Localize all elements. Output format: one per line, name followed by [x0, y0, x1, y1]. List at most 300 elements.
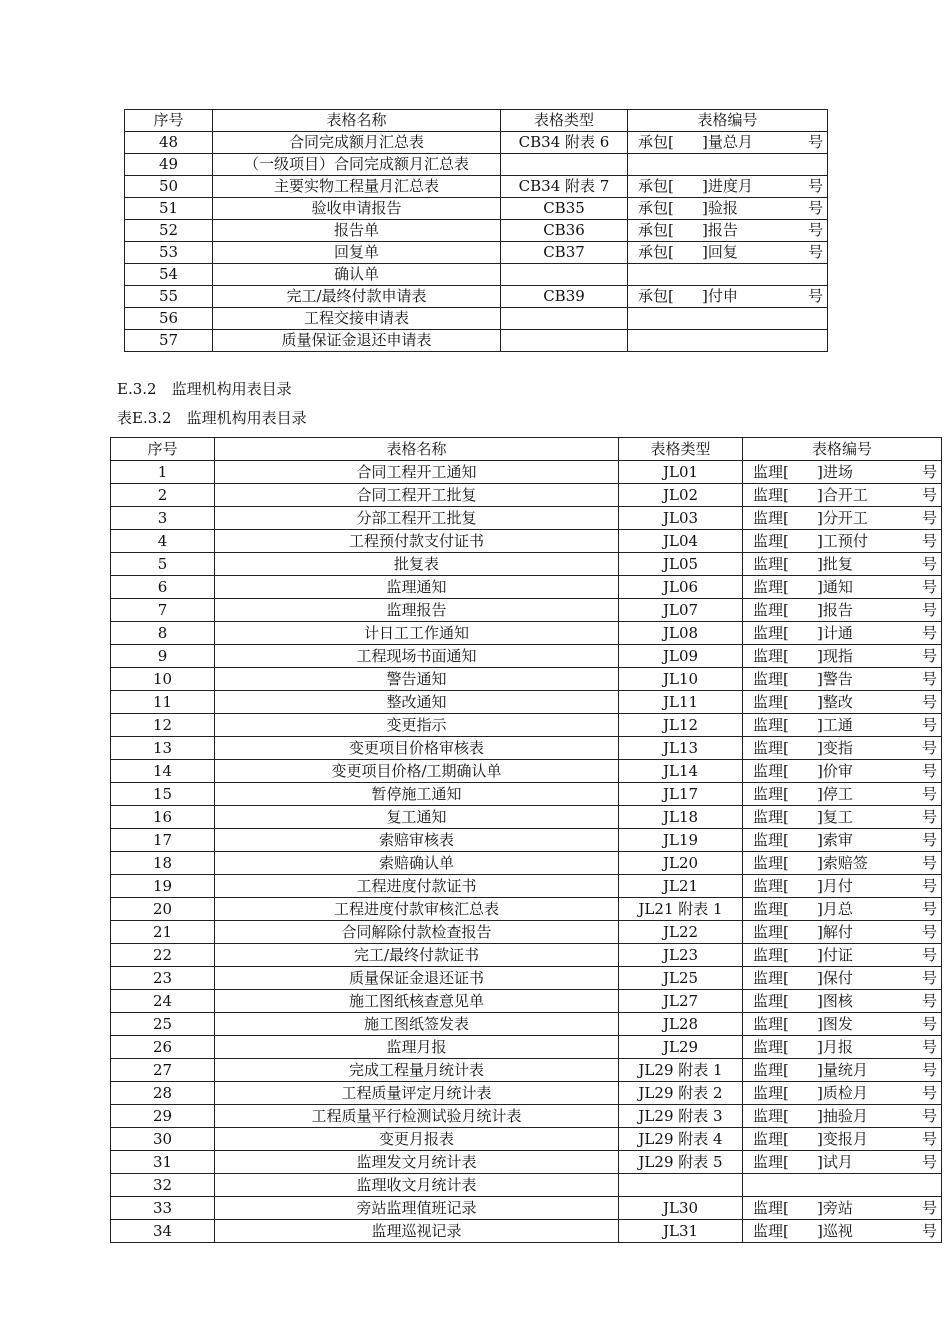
table-row — [111, 530, 942, 553]
table-row — [111, 1059, 942, 1082]
form-name: 确认单 — [213, 264, 501, 286]
row-number: 13 — [111, 737, 215, 760]
row-number: 54 — [125, 264, 213, 286]
row-number: 15 — [111, 783, 215, 806]
form-code-suffix: 号 — [921, 1199, 937, 1217]
form-code-name: ]复工 — [817, 808, 853, 826]
form-code — [628, 220, 828, 242]
table-row — [111, 898, 942, 921]
table-row — [125, 198, 828, 220]
form-code — [628, 198, 828, 220]
form-code-prefix: 监理[ — [753, 693, 789, 711]
form-name: 监理通知 — [215, 576, 619, 599]
row-number: 52 — [125, 220, 213, 242]
row-number: 24 — [111, 990, 215, 1013]
form-code-name: ]现指 — [817, 647, 853, 665]
form-code-prefix: 监理[ — [753, 969, 789, 987]
form-code-name: ]分开工 — [817, 509, 868, 527]
form-code — [743, 484, 942, 507]
form-type: JL29 附表 5 — [619, 1151, 743, 1174]
form-code-suffix: 号 — [921, 624, 937, 642]
form-type: JL07 — [619, 599, 743, 622]
form-code-suffix: 号 — [921, 831, 937, 849]
form-name: 工程交接申请表 — [213, 308, 501, 330]
form-name: 监理巡视记录 — [215, 1220, 619, 1243]
form-code-suffix: 号 — [921, 1084, 937, 1102]
row-number: 56 — [125, 308, 213, 330]
form-name: 旁站监理值班记录 — [215, 1197, 619, 1220]
form-name: 合同工程开工批复 — [215, 484, 619, 507]
form-name: 变更项目价格审核表 — [215, 737, 619, 760]
form-code — [743, 1013, 942, 1036]
form-code-suffix: 号 — [921, 532, 937, 550]
form-code-prefix: 承包[ — [638, 221, 674, 239]
form-type: JL20 — [619, 852, 743, 875]
row-number: 29 — [111, 1105, 215, 1128]
form-code-suffix: 号 — [921, 877, 937, 895]
form-code — [743, 967, 942, 990]
header-code: 表格编号 — [743, 438, 942, 461]
form-type — [501, 154, 628, 176]
table-row — [125, 132, 828, 154]
form-code-prefix: 监理[ — [753, 532, 789, 550]
form-code-prefix: 监理[ — [753, 555, 789, 573]
form-code — [743, 530, 942, 553]
form-code-name: ]整改 — [817, 693, 853, 711]
form-code-name: ]付申 — [702, 287, 738, 305]
row-number: 8 — [111, 622, 215, 645]
form-type: JL25 — [619, 967, 743, 990]
form-code-name: ]变指 — [817, 739, 853, 757]
form-code — [628, 286, 828, 308]
table-row — [111, 760, 942, 783]
row-number: 26 — [111, 1036, 215, 1059]
form-name: 工程进度付款审核汇总表 — [215, 898, 619, 921]
form-type: JL14 — [619, 760, 743, 783]
form-name: （一级项目）合同完成额月汇总表 — [213, 154, 501, 176]
form-type: CB37 — [501, 242, 628, 264]
form-code — [628, 264, 828, 286]
table-row — [111, 852, 942, 875]
form-code-prefix: 监理[ — [753, 762, 789, 780]
form-code-name: ]通知 — [817, 578, 853, 596]
row-number: 57 — [125, 330, 213, 352]
table-row — [111, 967, 942, 990]
header-no: 序号 — [111, 438, 215, 461]
table-row — [125, 264, 828, 286]
form-type: JL18 — [619, 806, 743, 829]
form-code-name: ]回复 — [702, 243, 738, 261]
table-row — [125, 154, 828, 176]
form-code — [743, 461, 942, 484]
form-name: 完工/最终付款申请表 — [213, 286, 501, 308]
form-code-name: ]停工 — [817, 785, 853, 803]
table-row — [125, 242, 828, 264]
form-code-name: ]图核 — [817, 992, 853, 1010]
form-code-name: ]旁站 — [817, 1199, 853, 1217]
row-number: 18 — [111, 852, 215, 875]
form-type: JL23 — [619, 944, 743, 967]
row-number: 2 — [111, 484, 215, 507]
form-code-prefix: 承包[ — [638, 243, 674, 261]
form-code-name: ]付证 — [817, 946, 853, 964]
form-name: 验收申请报告 — [213, 198, 501, 220]
form-type: JL29 附表 3 — [619, 1105, 743, 1128]
form-type: JL13 — [619, 737, 743, 760]
form-code — [743, 1197, 942, 1220]
form-code — [743, 645, 942, 668]
form-name: 完成工程量月统计表 — [215, 1059, 619, 1082]
form-type: JL28 — [619, 1013, 743, 1036]
form-code — [743, 944, 942, 967]
form-type: JL02 — [619, 484, 743, 507]
form-code — [743, 852, 942, 875]
form-code-prefix: 监理[ — [753, 1222, 789, 1240]
table-row — [111, 1151, 942, 1174]
form-type: JL29 附表 1 — [619, 1059, 743, 1082]
table-row — [111, 1220, 942, 1243]
form-type: JL06 — [619, 576, 743, 599]
form-name: 合同工程开工通知 — [215, 461, 619, 484]
row-number: 5 — [111, 553, 215, 576]
form-code-prefix: 监理[ — [753, 486, 789, 504]
form-type: JL05 — [619, 553, 743, 576]
form-name: 监理月报 — [215, 1036, 619, 1059]
form-code — [743, 1174, 942, 1197]
table-row — [111, 576, 942, 599]
form-code-name: ]索审 — [817, 831, 853, 849]
form-type: JL30 — [619, 1197, 743, 1220]
row-number: 6 — [111, 576, 215, 599]
form-code-suffix: 号 — [921, 670, 937, 688]
form-code-prefix: 监理[ — [753, 854, 789, 872]
form-code-prefix: 监理[ — [753, 1084, 789, 1102]
form-code — [628, 242, 828, 264]
form-name: 质量保证金退还证书 — [215, 967, 619, 990]
form-code-prefix: 监理[ — [753, 808, 789, 826]
form-code-prefix: 承包[ — [638, 177, 674, 195]
form-code-suffix: 号 — [921, 1015, 937, 1033]
form-type: JL09 — [619, 645, 743, 668]
form-code-name: ]进度月 — [702, 177, 753, 195]
form-code-name: ]工预付 — [817, 532, 868, 550]
form-name: 工程进度付款证书 — [215, 875, 619, 898]
form-type — [501, 264, 628, 286]
form-code-name: ]量统月 — [817, 1061, 868, 1079]
table-row — [125, 220, 828, 242]
table-row — [125, 330, 828, 352]
form-code — [628, 330, 828, 352]
form-code-prefix: 监理[ — [753, 1038, 789, 1056]
form-code-suffix: 号 — [921, 486, 937, 504]
form-code — [743, 1128, 942, 1151]
table-row — [111, 1105, 942, 1128]
form-code-prefix: 监理[ — [753, 1107, 789, 1125]
form-name: 回复单 — [213, 242, 501, 264]
supervisor-forms-table-body — [111, 438, 942, 1243]
table-row — [111, 507, 942, 530]
form-code-prefix: 承包[ — [638, 287, 674, 305]
form-code-suffix: 号 — [921, 1153, 937, 1171]
table-row — [111, 599, 942, 622]
form-code-prefix: 监理[ — [753, 1015, 789, 1033]
form-code-name: ]抽验月 — [817, 1107, 868, 1125]
table-row — [125, 286, 828, 308]
form-code-prefix: 监理[ — [753, 1061, 789, 1079]
form-code-name: ]量总月 — [702, 133, 753, 151]
form-type: JL17 — [619, 783, 743, 806]
form-code-prefix: 监理[ — [753, 509, 789, 527]
form-name: 施工图纸签发表 — [215, 1013, 619, 1036]
row-number: 34 — [111, 1220, 215, 1243]
table-row — [111, 737, 942, 760]
form-name: 变更项目价格/工期确认单 — [215, 760, 619, 783]
form-code-prefix: 承包[ — [638, 133, 674, 151]
form-code-prefix: 监理[ — [753, 670, 789, 688]
row-number: 20 — [111, 898, 215, 921]
form-code-prefix: 监理[ — [753, 463, 789, 481]
table-row — [111, 1036, 942, 1059]
form-type: JL22 — [619, 921, 743, 944]
row-number: 22 — [111, 944, 215, 967]
row-number: 32 — [111, 1174, 215, 1197]
table-row — [111, 829, 942, 852]
form-code-prefix: 监理[ — [753, 946, 789, 964]
form-code — [628, 132, 828, 154]
form-code-prefix: 监理[ — [753, 992, 789, 1010]
table-row — [111, 668, 942, 691]
form-code-prefix: 监理[ — [753, 785, 789, 803]
row-number: 53 — [125, 242, 213, 264]
form-type: JL31 — [619, 1220, 743, 1243]
form-code-name: ]报告 — [817, 601, 853, 619]
form-code — [743, 599, 942, 622]
form-type: JL29 — [619, 1036, 743, 1059]
form-code-suffix: 号 — [921, 992, 937, 1010]
form-code — [743, 829, 942, 852]
form-code-suffix: 号 — [921, 1222, 937, 1240]
form-type: CB36 — [501, 220, 628, 242]
form-type: JL12 — [619, 714, 743, 737]
form-code — [743, 1151, 942, 1174]
form-name: 警告通知 — [215, 668, 619, 691]
table-row — [111, 461, 942, 484]
form-code-suffix: 号 — [921, 946, 937, 964]
form-type: JL11 — [619, 691, 743, 714]
header-code: 表格编号 — [628, 110, 828, 132]
table-row — [111, 691, 942, 714]
form-code-suffix: 号 — [807, 177, 823, 195]
table-row — [111, 944, 942, 967]
form-type: JL29 附表 2 — [619, 1082, 743, 1105]
section-heading: E.3.2 监理机构用表目录 — [117, 380, 292, 398]
form-name: 暂停施工通知 — [215, 783, 619, 806]
form-name: 工程质量平行检测试验月统计表 — [215, 1105, 619, 1128]
form-code-prefix: 监理[ — [753, 716, 789, 734]
table-row — [111, 1174, 942, 1197]
row-number: 14 — [111, 760, 215, 783]
row-number: 30 — [111, 1128, 215, 1151]
form-code-suffix: 号 — [921, 808, 937, 826]
form-code-suffix: 号 — [807, 287, 823, 305]
form-type — [501, 308, 628, 330]
form-code-name: ]解付 — [817, 923, 853, 941]
form-code-name: ]进场 — [817, 463, 853, 481]
form-code — [743, 622, 942, 645]
form-name: 完工/最终付款证书 — [215, 944, 619, 967]
table-row — [125, 176, 828, 198]
form-code — [743, 1105, 942, 1128]
form-type: CB35 — [501, 198, 628, 220]
form-type: JL21 附表 1 — [619, 898, 743, 921]
form-code-suffix: 号 — [921, 785, 937, 803]
form-code — [743, 898, 942, 921]
form-name: 变更指示 — [215, 714, 619, 737]
form-code-name: ]索赔签 — [817, 854, 868, 872]
form-code — [743, 783, 942, 806]
form-code-suffix: 号 — [921, 1130, 937, 1148]
form-code — [743, 1082, 942, 1105]
form-code-prefix: 监理[ — [753, 578, 789, 596]
table-row — [111, 990, 942, 1013]
table-row — [111, 553, 942, 576]
row-number: 50 — [125, 176, 213, 198]
form-code-suffix: 号 — [807, 243, 823, 261]
form-code — [743, 921, 942, 944]
table-row — [111, 1082, 942, 1105]
form-code — [628, 308, 828, 330]
form-code-prefix: 承包[ — [638, 199, 674, 217]
row-number: 51 — [125, 198, 213, 220]
header-no: 序号 — [125, 110, 213, 132]
form-name: 合同解除付款检查报告 — [215, 921, 619, 944]
form-code-suffix: 号 — [921, 739, 937, 757]
form-code — [628, 154, 828, 176]
form-code-name: ]价审 — [817, 762, 853, 780]
table-row — [111, 1013, 942, 1036]
form-code-name: ]图发 — [817, 1015, 853, 1033]
table-row — [111, 875, 942, 898]
row-number: 28 — [111, 1082, 215, 1105]
table-header-row — [111, 438, 942, 461]
form-code-prefix: 监理[ — [753, 900, 789, 918]
form-name: 合同完成额月汇总表 — [213, 132, 501, 154]
form-code-prefix: 监理[ — [753, 831, 789, 849]
header-type: 表格类型 — [619, 438, 743, 461]
table-row — [111, 1128, 942, 1151]
form-code-suffix: 号 — [921, 969, 937, 987]
form-code — [743, 737, 942, 760]
form-name: 索赔确认单 — [215, 852, 619, 875]
row-number: 31 — [111, 1151, 215, 1174]
table-row — [125, 308, 828, 330]
form-code-suffix: 号 — [921, 762, 937, 780]
form-code — [743, 1220, 942, 1243]
form-code — [743, 990, 942, 1013]
form-code — [743, 875, 942, 898]
form-code-suffix: 号 — [921, 693, 937, 711]
row-number: 49 — [125, 154, 213, 176]
form-code-suffix: 号 — [921, 647, 937, 665]
row-number: 17 — [111, 829, 215, 852]
form-code — [743, 668, 942, 691]
form-code — [743, 714, 942, 737]
form-code-name: ]巡视 — [817, 1222, 853, 1240]
contractor-forms-table — [124, 109, 828, 352]
form-name: 工程质量评定月统计表 — [215, 1082, 619, 1105]
header-type: 表格类型 — [501, 110, 628, 132]
form-name: 质量保证金退还申请表 — [213, 330, 501, 352]
form-code-prefix: 监理[ — [753, 647, 789, 665]
form-name: 工程现场书面通知 — [215, 645, 619, 668]
form-type: CB34 附表 6 — [501, 132, 628, 154]
form-code-suffix: 号 — [921, 716, 937, 734]
form-code — [743, 691, 942, 714]
form-name: 主要实物工程量月汇总表 — [213, 176, 501, 198]
form-name: 计日工工作通知 — [215, 622, 619, 645]
row-number: 19 — [111, 875, 215, 898]
form-code-suffix: 号 — [807, 133, 823, 151]
row-number: 1 — [111, 461, 215, 484]
row-number: 48 — [125, 132, 213, 154]
form-code-suffix: 号 — [921, 1061, 937, 1079]
form-type: CB34 附表 7 — [501, 176, 628, 198]
supervisor-forms-table — [110, 437, 942, 1243]
table-row — [111, 783, 942, 806]
form-type: CB39 — [501, 286, 628, 308]
form-code-suffix: 号 — [921, 555, 937, 573]
form-code-name: ]工通 — [817, 716, 853, 734]
form-code-suffix: 号 — [921, 1038, 937, 1056]
row-number: 23 — [111, 967, 215, 990]
row-number: 10 — [111, 668, 215, 691]
form-name: 整改通知 — [215, 691, 619, 714]
row-number: 21 — [111, 921, 215, 944]
form-code-prefix: 监理[ — [753, 601, 789, 619]
form-type: JL10 — [619, 668, 743, 691]
header-name: 表格名称 — [213, 110, 501, 132]
form-name: 监理收文月统计表 — [215, 1174, 619, 1197]
form-code — [743, 553, 942, 576]
table-row — [111, 714, 942, 737]
form-type — [501, 330, 628, 352]
form-code-name: ]报告 — [702, 221, 738, 239]
table-caption: 表E.3.2 监理机构用表目录 — [117, 409, 307, 427]
form-code-suffix: 号 — [807, 199, 823, 217]
form-code — [743, 806, 942, 829]
form-code — [743, 760, 942, 783]
form-code-prefix: 监理[ — [753, 739, 789, 757]
table-row — [111, 1197, 942, 1220]
form-code-name: ]批复 — [817, 555, 853, 573]
form-code-suffix: 号 — [921, 463, 937, 481]
form-code-suffix: 号 — [807, 221, 823, 239]
form-name: 工程预付款支付证书 — [215, 530, 619, 553]
row-number: 9 — [111, 645, 215, 668]
form-name: 监理发文月统计表 — [215, 1151, 619, 1174]
form-type: JL01 — [619, 461, 743, 484]
form-code-suffix: 号 — [921, 923, 937, 941]
form-type: JL04 — [619, 530, 743, 553]
form-name: 索赔审核表 — [215, 829, 619, 852]
form-name: 施工图纸核查意见单 — [215, 990, 619, 1013]
form-type: JL29 附表 4 — [619, 1128, 743, 1151]
form-code-name: ]验报 — [702, 199, 738, 217]
form-name: 报告单 — [213, 220, 501, 242]
form-type: JL19 — [619, 829, 743, 852]
form-code — [743, 507, 942, 530]
form-code-suffix: 号 — [921, 509, 937, 527]
